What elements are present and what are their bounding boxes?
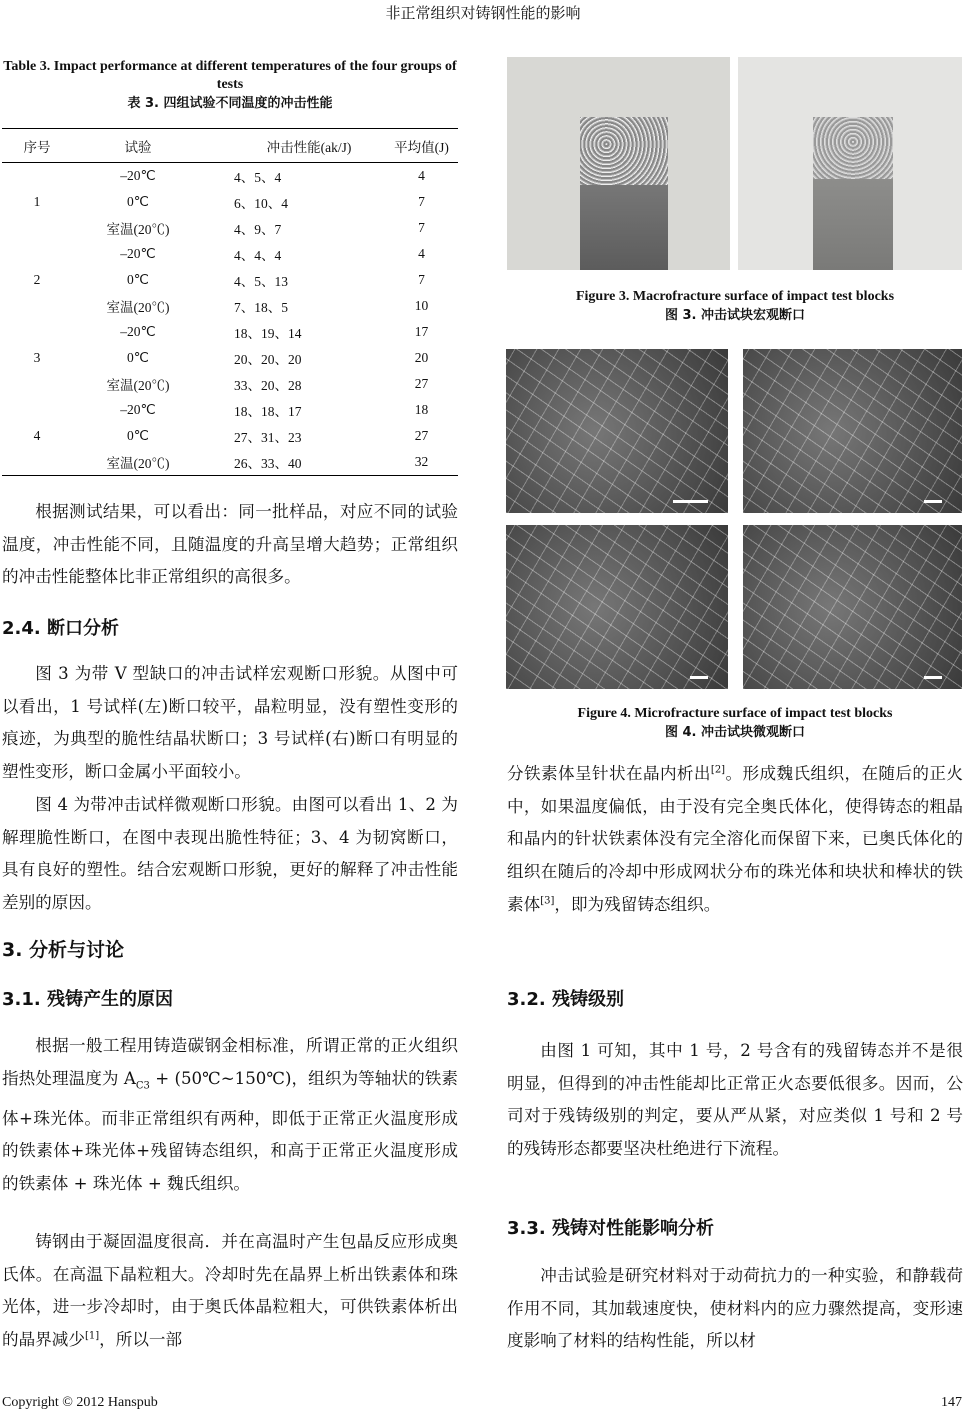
group-id: 1 — [33, 194, 41, 209]
citation-link[interactable]: [2] — [710, 764, 726, 776]
col-header: 冲击性能(ak/J) — [204, 129, 385, 163]
test-condition: –20℃ — [120, 324, 156, 339]
macrofracture-photo-left — [507, 57, 730, 270]
average-value: 18 — [414, 402, 429, 417]
test-condition: –20℃ — [120, 168, 156, 183]
group-id: 2 — [33, 272, 41, 287]
section-heading: 3. 分析与讨论 — [2, 939, 125, 961]
impact-values: 27、31、23 — [234, 430, 302, 445]
test-condition: –20℃ — [120, 402, 156, 417]
group-id — [2, 293, 72, 319]
section-heading: 3.1. 残铸产生的原因 — [2, 989, 173, 1010]
group-id — [2, 215, 72, 241]
impact-values: 20、20、20 — [234, 352, 302, 367]
group-id — [2, 397, 72, 423]
impact-table — [2, 128, 458, 476]
table-row — [2, 163, 458, 190]
citation-link[interactable]: [3] — [540, 895, 555, 907]
col-header: 试验 — [72, 129, 204, 163]
table-row — [2, 371, 458, 397]
col-header: 平均值(J) — [385, 129, 458, 163]
impact-values: 18、19、14 — [234, 326, 302, 341]
impact-values: 7、18、5 — [234, 300, 288, 315]
impact-values: 4、4、4 — [234, 248, 282, 263]
paragraph: 图 4 为带冲击试样微观断口形貌。由图可以看出 1、2 为解理脆性断口，在图中表现出脆性特征；3、4 为韧窝断口，具有良好的塑性。结合宏观断口形貌，更好的解释了冲击性能差别的原因。 — [2, 795, 458, 913]
table-row — [2, 267, 458, 293]
average-value: 4 — [418, 168, 425, 183]
text: ，所以一部 — [99, 1330, 183, 1350]
table-row — [2, 397, 458, 423]
impact-values: 4、5、13 — [234, 274, 288, 289]
text: 。形成魏氏组织，在随后的正火中，如果温度偏低，由于没有完全奥氏体化，使得铸态的粗晶和晶内的针状铁素体没有完全溶化而保留下来，已奥氏体化的组织在随后的冷却中形成网状分布的珠光体和块状和棒状的铁素体 — [507, 764, 964, 914]
section-heading: 3.2. 残铸级别 — [507, 989, 624, 1010]
impact-values: 4、5、4 — [234, 170, 282, 185]
impact-values: 18、18、17 — [234, 404, 302, 419]
average-value: 27 — [414, 376, 429, 391]
sem-image-3 — [506, 525, 728, 689]
average-value: 7 — [418, 194, 425, 209]
paragraph — [507, 758, 963, 922]
text: 分铁素体呈针状在晶内析出 — [507, 764, 711, 783]
section-heading: 2.4. 断口分析 — [2, 618, 119, 639]
running-title: 非正常组织对铸钢性能的影响 — [385, 4, 581, 22]
text: 铸钢由于凝固温度很高．并在高温时产生包晶反应形成奥氏体。在高温下晶粒粗大。冷却时先在晶界上析出铁素体和珠光体，进一步冷却时，由于奥氏体晶粒粗大，可供铁素体析出的晶界减少 — [2, 1232, 458, 1350]
copyright: Copyright © 2012 Hanspub — [2, 1395, 158, 1410]
group-id — [2, 371, 72, 397]
group-id — [2, 449, 72, 476]
average-value: 4 — [418, 246, 425, 261]
test-condition: 室温(20℃) — [72, 449, 204, 476]
group-id — [2, 319, 72, 345]
test-condition: 0℃ — [127, 350, 149, 365]
paragraph: 根据测试结果，可以看出：同一批样品，对应不同的试验温度，冲击性能不同，且随温度的升高呈增大趋势；正常组织的冲击性能整体比非正常组织的高很多。 — [2, 502, 458, 587]
impact-values: 33、20、28 — [234, 378, 302, 393]
table-row — [2, 189, 458, 215]
test-condition: 室温(20℃) — [106, 378, 170, 393]
table-row — [2, 293, 458, 319]
impact-values: 4、9、7 — [234, 222, 282, 237]
page-number: 147 — [941, 1395, 962, 1410]
figure-caption-en: Figure 3. Macrofracture surface of impact test blocks — [575, 289, 895, 304]
group-id — [2, 241, 72, 267]
section-heading: 3.3. 残铸对性能影响分析 — [507, 1218, 714, 1239]
col-header: 序号 — [2, 129, 72, 163]
group-id: 4 — [33, 428, 41, 443]
test-condition: 0℃ — [127, 194, 149, 209]
table-caption-en: Table 3. Impact performance at different temperatures of the four groups of tests — [3, 59, 457, 92]
test-condition: 0℃ — [127, 272, 149, 287]
table-row — [2, 345, 458, 371]
average-value: 20 — [414, 350, 429, 365]
average-value: 7 — [418, 272, 425, 287]
test-condition: 室温(20℃) — [106, 222, 170, 237]
sem-image-2 — [743, 349, 962, 513]
test-condition: 0℃ — [127, 428, 149, 443]
test-condition: –20℃ — [120, 246, 156, 261]
table-caption-zh: 表 3. 四组试验不同温度的冲击性能 — [127, 96, 333, 111]
test-condition: 室温(20℃) — [106, 300, 170, 315]
text: ，即为残留铸态组织。 — [554, 894, 721, 914]
paragraph — [2, 1226, 458, 1357]
average-value: 27 — [414, 428, 429, 443]
macrofracture-photo-right — [738, 57, 962, 270]
average-value: 17 — [414, 324, 429, 339]
paragraph: 冲击试验是研究材料对于动荷抗力的一种实验，和静载荷作用不同，其加载速度快，使材料内的应力骤然提高，变形速度影响了材料的结构性能，所以材 — [507, 1266, 963, 1351]
table-row — [2, 215, 458, 241]
paragraph: 图 3 为带 V 型缺口的冲击试样宏观断口形貌。从图中可以看出，1 号试样(左)断口较平，晶粒明显，没有塑性变形的痕迹，为典型的脆性结晶状断口；3 号试样(右)断口有明显的塑性变形，断口金属小平面较小。 — [2, 664, 458, 782]
average-value: 10 — [414, 298, 429, 313]
average-value: 32 — [385, 449, 458, 476]
impact-values: 26、33、40 — [204, 449, 385, 476]
sem-image-4 — [743, 525, 962, 689]
citation-link[interactable]: [1] — [84, 1330, 100, 1342]
text: + (50℃~150℃)，组织为等轴状的铁素体+珠光体。而非正常组织有两种，即低于正常正火温度形成的铁素体+珠光体+残留铸态组织，和高于正常正火温度形成的铁素体 + 珠光体 + 魏氏组织。 — [2, 1068, 458, 1194]
figure-caption-en: Figure 4. Microfracture surface of impact test blocks — [577, 706, 893, 721]
table-row — [2, 319, 458, 345]
group-id: 3 — [33, 350, 41, 365]
text: 根据一般工程用铸造碳钢金相标准，所谓正常的正火组织指热处理温度为 A — [2, 1036, 458, 1088]
sem-image-1 — [506, 349, 728, 513]
paragraph: 由图 1 可知，其中 1 号，2 号含有的残留铸态并不是很明显，但得到的冲击性能却比正常正火态要低很多。因而，公司对于残铸级别的判定，要从严从紧，对应类似 1 号和 2 号的残铸形态都要坚决杜绝进行下流程。 — [507, 1041, 963, 1159]
average-value: 7 — [418, 220, 425, 235]
paragraph — [2, 1030, 458, 1201]
figure-caption-zh: 图 4. 冲击试块微观断口 — [664, 725, 806, 740]
table-row — [2, 241, 458, 267]
group-id — [2, 163, 72, 190]
figure-caption-zh: 图 3. 冲击试块宏观断口 — [664, 308, 806, 323]
impact-values: 6、10、4 — [234, 196, 288, 211]
subscript: C3 — [135, 1080, 150, 1092]
table-row — [2, 449, 458, 476]
table-row — [2, 423, 458, 449]
